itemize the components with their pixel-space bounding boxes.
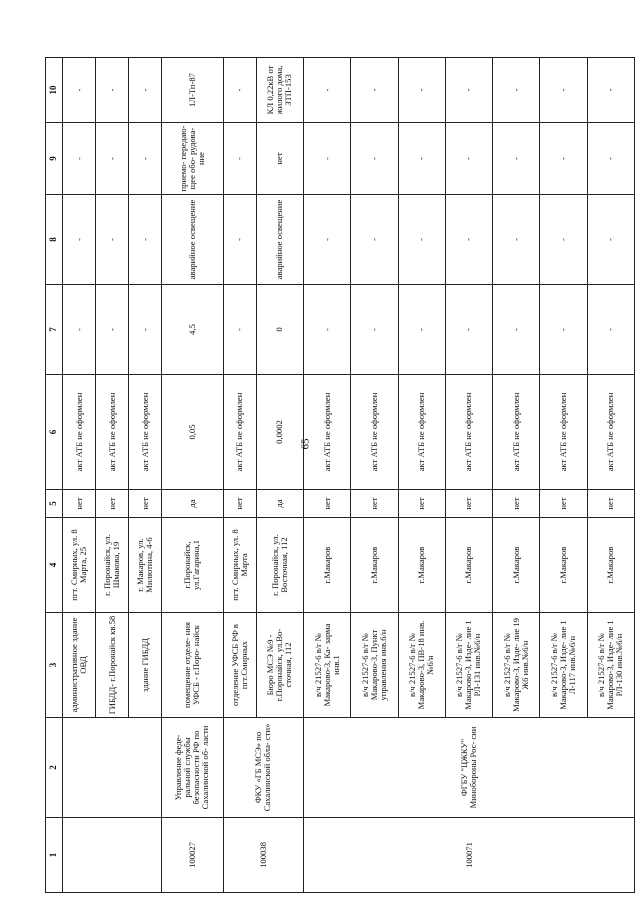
act-status: акт АТБ не оформлен [445, 375, 492, 490]
col-7-value: - [304, 285, 351, 375]
col-7-value: - [587, 285, 634, 375]
status-flag: нет [96, 490, 129, 518]
status-flag: нет [540, 490, 587, 518]
col-8-value: - [304, 195, 351, 285]
status-flag: нет [445, 490, 492, 518]
status-flag: нет [63, 490, 96, 518]
header-cell: 7 [46, 285, 63, 375]
col-9-value: - [587, 123, 634, 195]
col-10-value: 1Л-Тп-87 [162, 58, 223, 123]
col-10-value: - [493, 58, 540, 123]
header-cell: 9 [46, 123, 63, 195]
organization [63, 718, 162, 818]
object-name: в/ч 21527-6 в/г № Макарово-3, Изде- лие 1 Л-117 инв.№6/н [540, 613, 587, 718]
col-10-value: - [63, 58, 96, 123]
address: г.Макаров [445, 518, 492, 613]
object-name: помещение отделе- ния УФСБ - г.Поро- найск [162, 613, 223, 718]
col-10-value: - [129, 58, 162, 123]
status-flag: нет [223, 490, 256, 518]
row-id [63, 818, 162, 893]
col-10-value: - [304, 58, 351, 123]
col-7-value: - [398, 285, 445, 375]
address: г. Макаров, ул. Милютина, 4-6 [129, 518, 162, 613]
organization: ФГБУ "ЦЖКУ" Минобороны Рос- сии [304, 718, 635, 818]
row-id: 100038 [223, 818, 303, 893]
object-name: здание ГИБДД [129, 613, 162, 718]
col-10-value: - [445, 58, 492, 123]
act-status: акт АТБ не оформлен [493, 375, 540, 490]
col-8-value: - [493, 195, 540, 285]
address: г.Макаров [398, 518, 445, 613]
row-id: 100071 [304, 818, 635, 893]
header-cell: 8 [46, 195, 63, 285]
address: г. Поронайск, ул. Шмакова, 19 [96, 518, 129, 613]
header-cell: 5 [46, 490, 63, 518]
col-9-value: - [540, 123, 587, 195]
rotated-table-container [45, 58, 635, 893]
act-status: акт АТБ не оформлен [304, 375, 351, 490]
act-status: 0,0002 [256, 375, 303, 490]
header-cell: 4 [46, 518, 63, 613]
act-status: акт АТБ не оформлен [587, 375, 634, 490]
col-9-value: - [129, 123, 162, 195]
col-8-value: - [96, 195, 129, 285]
col-7-value: - [493, 285, 540, 375]
act-status: акт АТБ не оформлен [540, 375, 587, 490]
address: г.Макаров [493, 518, 540, 613]
address: пгт. Смирных, ул. 8 Марта, 25 [63, 518, 96, 613]
act-status: акт АТБ не оформлен [129, 375, 162, 490]
header-cell: 10 [46, 58, 63, 123]
col-9-value: - [304, 123, 351, 195]
col-7-value: - [63, 285, 96, 375]
col-7-value: - [96, 285, 129, 375]
object-name: отделение УФСБ РФ в пгт.Смирных [223, 613, 256, 718]
address: г.Макаров [351, 518, 398, 613]
col-7-value: - [351, 285, 398, 375]
act-status: акт АТБ не оформлен [223, 375, 256, 490]
object-name: в/ч 21527-6 в/г № Макарово-3, Пункт управления инв.6/н [351, 613, 398, 718]
object-name: в/ч 21527-6 в/г № Макарово-3, Изде- лие 19 Ж6 инв.№6/н [493, 613, 540, 718]
col-8-value: - [351, 195, 398, 285]
col-8-value: - [540, 195, 587, 285]
table-row [304, 58, 351, 893]
page-number: 65 [299, 438, 312, 450]
col-10-value: - [398, 58, 445, 123]
address: г.Макаров [587, 518, 634, 613]
col-7-value: - [540, 285, 587, 375]
object-name: в/ч 21527-6 в/г № Макарово-3, ПВ-18 инв.№6/н [398, 613, 445, 718]
object-name: в/ч 21527-6 в/г № Макарово-3, Ка- зарма инв.1 [304, 613, 351, 718]
data-table [45, 57, 635, 893]
col-7-value: - [129, 285, 162, 375]
col-10-value: - [96, 58, 129, 123]
col-10-value: - [540, 58, 587, 123]
col-10-value: - [351, 58, 398, 123]
header-cell: 1 [46, 818, 63, 893]
col-9-value: - [223, 123, 256, 195]
organization: Управление феде- ральной службы безопасности РФ по Сахалинской об- ласти [162, 718, 223, 818]
status-flag: нет [304, 490, 351, 518]
organization: ФКУ «ГБ МСЭ» по Сахалинской обла- сти» [223, 718, 303, 818]
row-id: 100027 [162, 818, 223, 893]
table-row [162, 58, 223, 893]
act-status: акт АТБ не оформлен [351, 375, 398, 490]
address: г. Поронайск, ул. Восточная, 112 [256, 518, 303, 613]
col-9-value: - [63, 123, 96, 195]
address: пгт. Смирных, ул. 8 Марта [223, 518, 256, 613]
act-status: акт АТБ не оформлен [96, 375, 129, 490]
col-9-value: - [398, 123, 445, 195]
header-cell: 6 [46, 375, 63, 490]
status-flag: да [162, 490, 223, 518]
header-cell: 3 [46, 613, 63, 718]
col-8-value: аварийное освещение [256, 195, 303, 285]
status-flag: нет [398, 490, 445, 518]
table-row [223, 58, 256, 893]
status-flag: да [256, 490, 303, 518]
header-row [46, 58, 63, 893]
col-7-value: 0 [256, 285, 303, 375]
col-8-value: - [63, 195, 96, 285]
col-8-value: аварийное освещение [162, 195, 223, 285]
col-7-value: - [223, 285, 256, 375]
address: г.Макаров [540, 518, 587, 613]
col-10-value: - [587, 58, 634, 123]
status-flag: нет [351, 490, 398, 518]
act-status: 0,05 [162, 375, 223, 490]
col-9-value: - [445, 123, 492, 195]
act-status: акт АТБ не оформлен [63, 375, 96, 490]
col-9-value: - [493, 123, 540, 195]
table-row [63, 58, 96, 893]
col-10-value: КЛ 0,22кВ от жилого дома, ЗТП-153 [256, 58, 303, 123]
act-status: акт АТБ не оформлен [398, 375, 445, 490]
object-name: в/ч 21527-6 в/г № Макарово-3, Изде- лие 1 РЛ-131 инв.№6/н [445, 613, 492, 718]
col-8-value: - [398, 195, 445, 285]
status-flag: нет [587, 490, 634, 518]
col-7-value: - [445, 285, 492, 375]
col-9-value: - [351, 123, 398, 195]
col-9-value: нет [256, 123, 303, 195]
col-8-value: - [223, 195, 256, 285]
col-9-value: - [96, 123, 129, 195]
col-7-value: 4,5 [162, 285, 223, 375]
address: г.Макаров [304, 518, 351, 613]
col-8-value: - [445, 195, 492, 285]
header-cell: 2 [46, 718, 63, 818]
col-8-value: - [129, 195, 162, 285]
col-10-value: - [223, 58, 256, 123]
object-name: Бюро МСЭ №9 - г.Поронайск, ул.Во- сточная, 112 [256, 613, 303, 718]
object-name: административное здание ОВД [63, 613, 96, 718]
col-9-value: приемо- передаю- щее обо- рудова- ние [162, 123, 223, 195]
status-flag: нет [493, 490, 540, 518]
status-flag: нет [129, 490, 162, 518]
object-name: ГИБДД- г.Поронайск кв.58 [96, 613, 129, 718]
address: г.Поронайск, ул.Гагарина,1 [162, 518, 223, 613]
object-name: в/ч 21527-6 в/г № Макарово-3, Изде- лие 1 РЛ-130 инв.№6/н [587, 613, 634, 718]
col-8-value: - [587, 195, 634, 285]
